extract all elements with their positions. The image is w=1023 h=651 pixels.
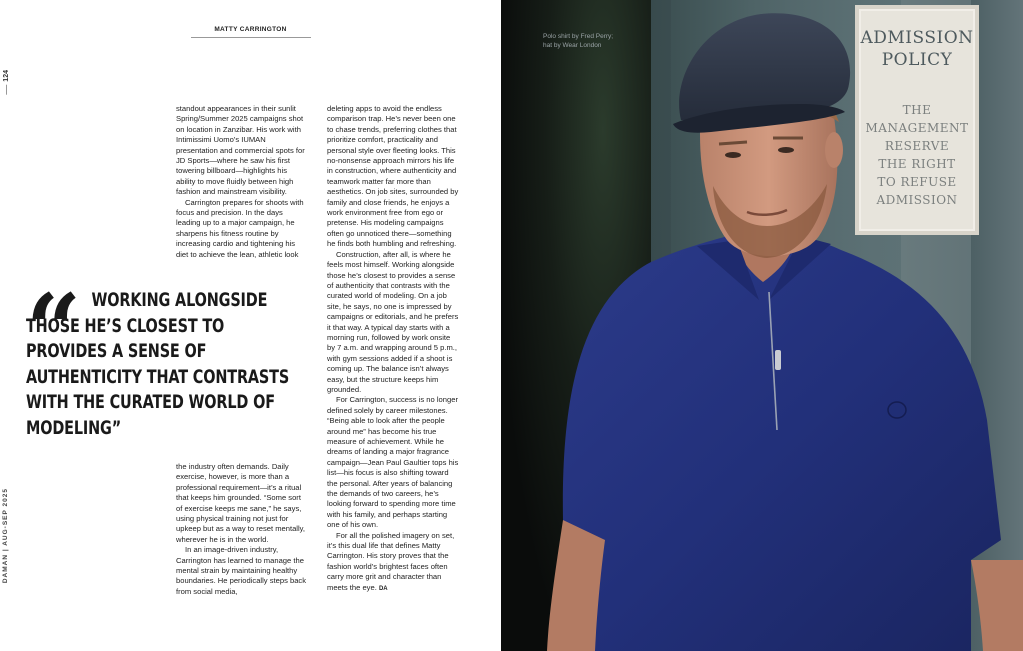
article-column-1-continued <box>176 462 308 597</box>
flat-cap <box>679 13 850 120</box>
pull-quote-text <box>26 288 307 441</box>
article-column-2 <box>327 104 459 594</box>
paragraph: standout appearances in their sunlit Spring/Summer 2025 campaigns shot on location in Zanzibar. His work with Intimissimi Uomo’s IUMAN presentation and commercial spots for JD Sports—where he saw his first towering billboard—highlights his ability to move fluidly between high fashion and mainstream visibility. <box>176 104 305 197</box>
sign-body-line: ADMISSION <box>876 193 958 207</box>
sign-body-line: THE RIGHT <box>878 157 956 171</box>
page-number: 124 <box>3 70 10 95</box>
photo-credit-line: Polo shirt by Fred Perry; <box>543 33 614 40</box>
paragraph-final <box>327 531 459 594</box>
paragraph: In an image-driven industry, Carrington has learned to manage the mental strain by maintaining healthy boundaries. He periodically steps back from social media, <box>176 545 307 596</box>
left-page <box>0 0 501 651</box>
sign-body-line: MANAGEMENT <box>865 121 969 135</box>
polo-shirt <box>563 226 1001 651</box>
eye <box>778 147 794 153</box>
pull-quote-first-line: WORKING ALONGSIDE <box>91 290 268 311</box>
pull-quote-rest: THOSE HE’S CLOSEST TO PROVIDES A SENSE OF AUTHENTICITY THAT CONTRASTS WITH THE CURATED WORLD OF MODELING” <box>26 315 290 439</box>
paragraph: deleting apps to avoid the endless comparison trap. He’s never been one to chase trends, preferring clothes that prioritize comfort, practicality and personal style over fleeting looks. This no-nonsense approach mirrors his life in construction, where authenticity and teamwork matter far more than aesthetics. On job sites, surrounded by family and close friends, he enjoys a work environment free from ego or pretense. His modeling campaigns often go unnoticed there—something he finds both humbling and refreshing. <box>327 104 459 249</box>
paragraph: Carrington prepares for shoots with focus and precision. In the days leading up to a major campaign, he sharpens his fitness routine by increasing cardio and tightening his diet to achieve the lean, athletic look <box>176 197 304 259</box>
paragraph: the industry often demands. Daily exercise, however, is more than a professional requirement—it’s a ritual that keeps him grounded. “Some sort of exercise keeps me sane,” he says, using physical training not just for upkeep but as a way to reset mentally, wherever he is in the world. <box>176 462 306 544</box>
model-photo <box>501 0 1023 651</box>
paragraph-text: For all the polished imagery on set, it’s this dual life that defines Matty Carrington. His story proves that the fashion world’s brightest faces often carry more grit and character than meets the eye. <box>327 530 455 592</box>
photo-page <box>501 0 1023 651</box>
paragraph: For Carrington, success is no longer defined solely by career milestones. “Being able to look after the people around me” has become his true measure of achievement. While he dreams of landing a major fragrance campaign—Jean Paul Gaultier tops his list—his focus is also shifting toward the personal. After years of balancing the demands of two careers, he’s looking forward to spending more time with his family, and perhaps starting one of his own. <box>327 395 459 530</box>
sign-title-line: ADMISSION <box>860 28 974 48</box>
ear <box>825 132 843 168</box>
right-arm <box>971 560 1023 651</box>
sign-body-line: THE <box>902 103 932 117</box>
eyebrow <box>719 142 747 144</box>
sign-body-line: TO REFUSE <box>877 175 957 189</box>
pull-quote <box>26 273 316 441</box>
end-mark: DA <box>378 585 388 592</box>
photo-credit-line: hat by Wear London <box>543 41 602 49</box>
paragraph: Construction, after all, is where he feels most himself. Working alongside those he’s closest to provides a sense of authenticity that contrasts with the curated world of modeling. On a job site, he says, no one is impressed by campaigns or editorials, and he prefers it that way. A typical day starts with a morning run, followed by work onsite by 7 a.m. and wrapping around 5 p.m., with gym sessions added if a shoot is coming up. The balance isn’t always easy, but the structure keeps him grounded. <box>327 249 459 394</box>
sign-body-line: RESERVE <box>884 139 950 153</box>
magazine-folio: DAMAN | AUG-SEP 2025 <box>2 488 9 584</box>
sign-title-line: POLICY <box>881 50 953 70</box>
open-quote-icon: “ <box>26 273 76 386</box>
zipper-pull <box>775 350 781 370</box>
running-head: MATTY CARRINGTON <box>0 26 501 38</box>
photo-credit <box>543 33 613 50</box>
eye <box>725 152 741 158</box>
article-column-1 <box>176 104 308 260</box>
